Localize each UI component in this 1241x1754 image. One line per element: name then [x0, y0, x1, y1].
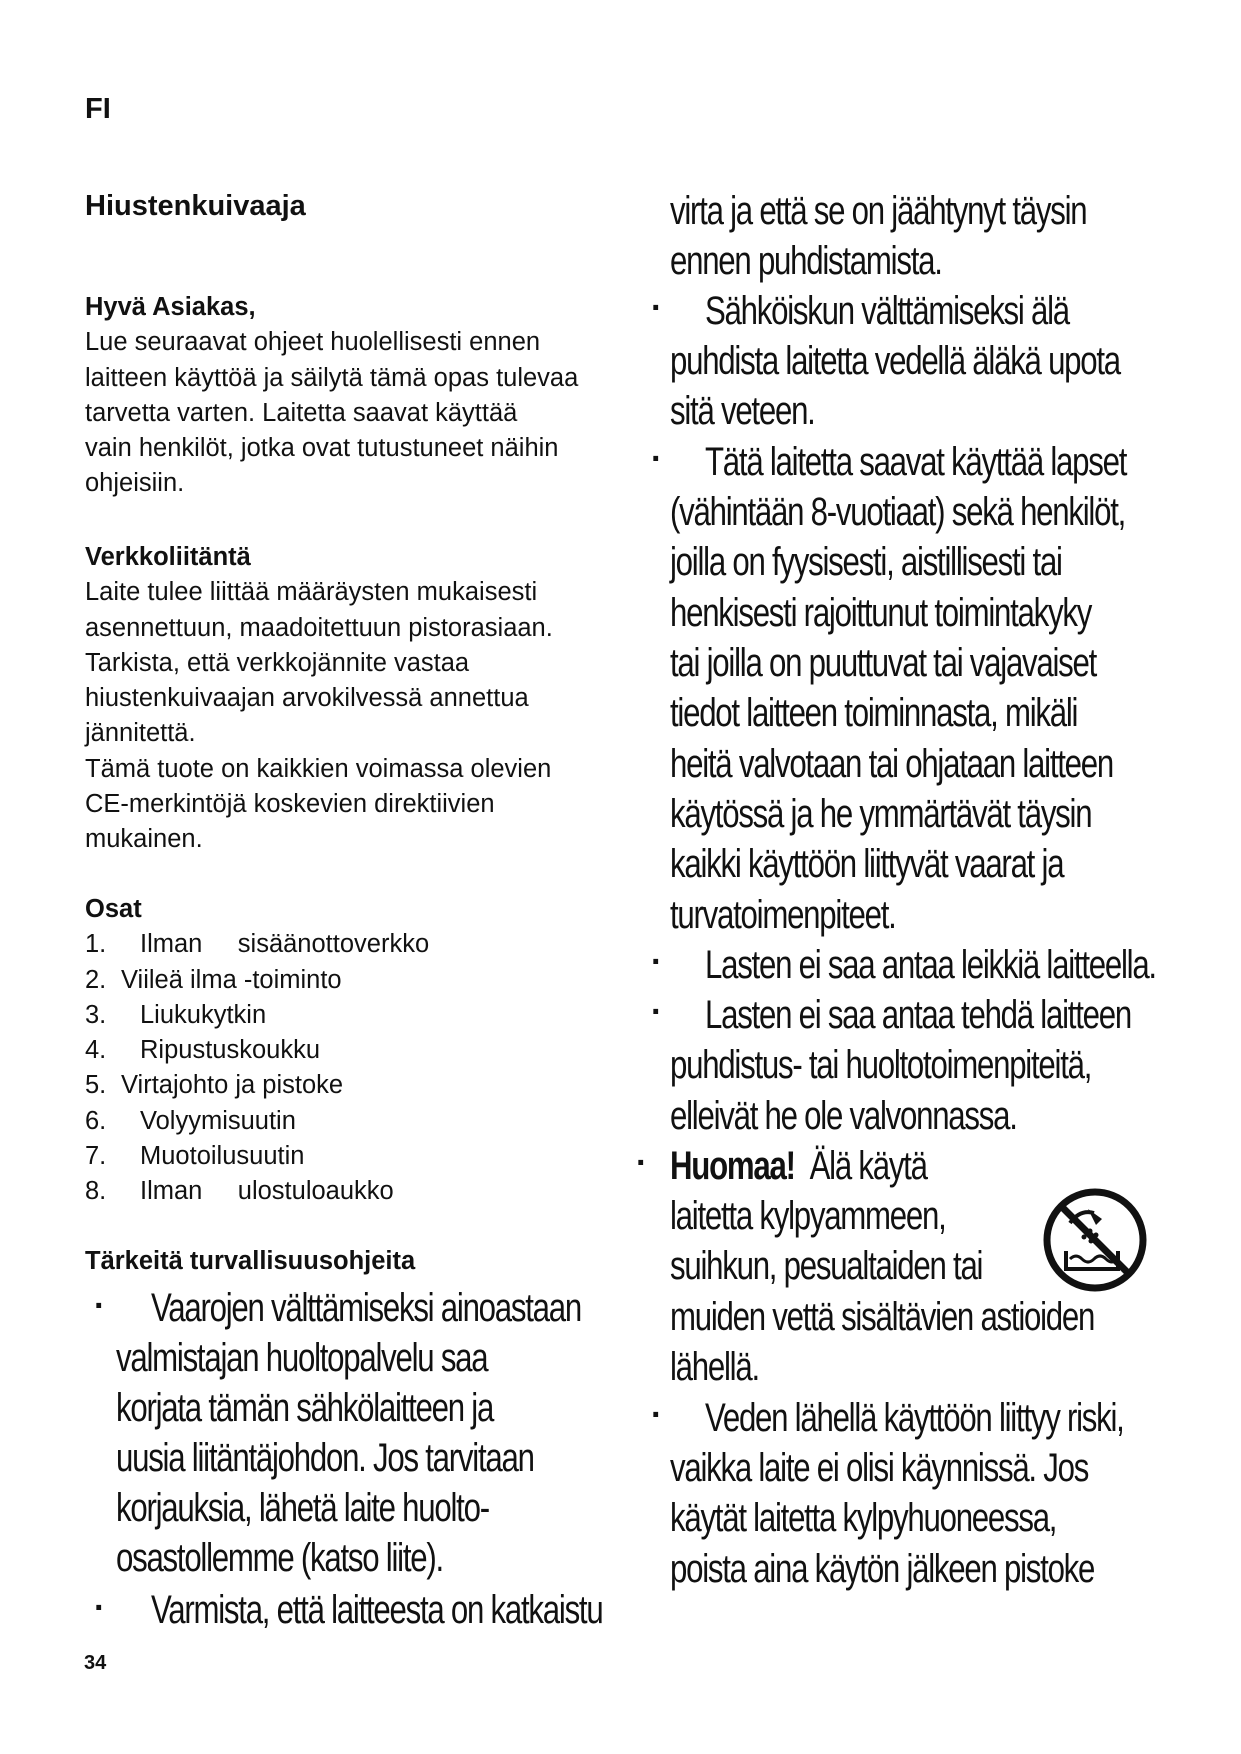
safety-line: heitä valvotaan tai ohjataan laitteen	[670, 742, 1113, 786]
list-item-label: Ilman ulostuloaukko	[140, 1177, 394, 1206]
warning-line	[670, 1141, 927, 1192]
list-item-label: Volyymisuutin	[140, 1106, 296, 1135]
parts-heading: Osat	[85, 895, 142, 923]
safety-line: Vaarojen välttämiseksi ainoastaan	[151, 1286, 581, 1330]
safety-line: vaikka laite ei olisi käynnissä. Jos	[670, 1446, 1089, 1490]
page-title: Hiustenkuivaaja	[85, 190, 306, 222]
safety-line: korjauksia, lähetä laite huolto-	[116, 1486, 489, 1530]
greeting-section	[85, 290, 578, 502]
safety-line: (vähintään 8-vuotiaat) sekä henkilöt,	[670, 490, 1126, 534]
safety-line: joilla on fyysisesti, aistillisesti tai	[670, 540, 1062, 584]
safety-heading: Tärkeitä turvallisuusohjeita	[85, 1247, 416, 1275]
safety-line: Tätä laitetta saavat käyttää lapset	[705, 440, 1127, 484]
list-item	[85, 1174, 429, 1209]
safety-line: muiden vettä sisältävien astioiden	[670, 1295, 1095, 1339]
list-item-label: Viileä ilma -toiminto	[121, 965, 342, 994]
list-item-number: 7.	[85, 1142, 107, 1171]
safety-line: kaikki käyttöön liittyvät vaarat ja	[670, 842, 1064, 886]
safety-line: puhdista laitetta vedellä äläkä upota	[670, 339, 1120, 383]
safety-line: Veden lähellä käyttöön liittyy riski,	[705, 1396, 1124, 1440]
safety-line: korjata tämän sähkölaitteen ja	[116, 1386, 494, 1430]
safety-line: Lasten ei saa antaa leikkiä laitteella.	[705, 943, 1156, 987]
greeting-line: laitteen käyttöä ja säilytä tämä opas tulevaa	[85, 363, 579, 392]
bullet: ·	[651, 993, 663, 1031]
list-item-number: 2.	[85, 965, 107, 994]
connection-section	[85, 540, 553, 858]
safety-line: tai joilla on puuttuvat tai vajavaiset	[670, 641, 1097, 685]
list-item	[85, 1068, 429, 1103]
warning-label: Huomaa!	[670, 1144, 795, 1188]
greeting-line: Lue seuraavat ohjeet huolellisesti ennen	[85, 328, 541, 357]
list-item-label: Ripustuskoukku	[140, 1036, 321, 1065]
safety-line: Lasten ei saa antaa tehdä laitteen	[705, 993, 1131, 1037]
safety-line: Varmista, että laitteesta on katkaistu	[151, 1588, 603, 1632]
list-item	[85, 1033, 429, 1068]
greeting-line: vain henkilöt, jotka ovat tutustuneet näihin	[85, 434, 559, 463]
no-water-bath-icon	[1040, 1185, 1150, 1295]
safety-line: suihkun, pesualtaiden tai	[670, 1244, 983, 1288]
bullet: ·	[651, 943, 663, 981]
safety-line: turvatoimenpiteet.	[670, 893, 896, 937]
greeting-line: tarvetta varten. Laitetta saavat käyttää	[85, 398, 518, 427]
connection-line: asennettuun, maadoitettuun pistorasiaan.	[85, 613, 553, 642]
list-item	[85, 1139, 429, 1174]
bullet: ·	[94, 1589, 106, 1627]
list-item-label: Liukukytkin	[140, 1000, 267, 1029]
bullet: ·	[651, 289, 663, 327]
connection-line: mukainen.	[85, 825, 203, 854]
safety-line: käytät laitetta kylpyhuoneessa,	[670, 1496, 1057, 1540]
safety-line: uusia liitäntäjohdon. Jos tarvitaan	[116, 1436, 534, 1480]
safety-line: ennen puhdistamista.	[670, 239, 942, 283]
safety-line: käytössä ja he ymmärtävät täysin	[670, 792, 1092, 836]
language-code: FI	[85, 93, 111, 125]
list-item-number: 6.	[85, 1106, 107, 1135]
safety-line: sitä veteen.	[670, 389, 815, 433]
list-item-number: 8.	[85, 1177, 107, 1206]
connection-line: hiustenkuivaajan arvokilvessä annettua	[85, 684, 529, 713]
safety-line: puhdistus- tai huoltotoimenpiteitä,	[670, 1043, 1092, 1087]
bullet: ·	[636, 1144, 648, 1182]
connection-line: Laite tulee liittää määräysten mukaisesti	[85, 578, 538, 607]
list-item-label: Virtajohto ja pistoke	[121, 1071, 344, 1100]
safety-line: valmistajan huoltopalvelu saa	[116, 1336, 488, 1380]
safety-line: lähellä.	[670, 1345, 759, 1389]
bullet: ·	[651, 1396, 663, 1434]
connection-line: Tarkista, että verkkojännite vastaa	[85, 648, 470, 677]
list-item-number: 3.	[85, 1000, 107, 1029]
list-item	[85, 998, 429, 1033]
connection-line: jännitettä.	[85, 719, 196, 748]
list-item-number: 5.	[85, 1071, 107, 1100]
list-item-label: Ilman sisäänottoverkko	[140, 930, 430, 959]
page-number: 34	[84, 1652, 107, 1674]
connection-heading: Verkkoliitäntä	[85, 543, 251, 571]
safety-line: Sähköiskun välttämiseksi älä	[705, 289, 1069, 333]
bullet: ·	[651, 440, 663, 478]
connection-line: CE-merkintöjä koskevien direktiivien	[85, 790, 495, 819]
list-item	[85, 963, 429, 998]
list-item-number: 4.	[85, 1036, 107, 1065]
safety-line: tiedot laitteen toiminnasta, mikäli	[670, 691, 1078, 735]
list-item	[85, 927, 429, 962]
safety-line: virta ja että se on jäähtynyt täysin	[670, 189, 1087, 233]
safety-line: henkisesti rajoittunut toimintakyky	[670, 591, 1092, 635]
greeting-line: ohjeisiin.	[85, 469, 185, 498]
greeting-heading: Hyvä Asiakas,	[85, 293, 256, 321]
connection-line: Tämä tuote on kaikkien voimassa olevien	[85, 754, 552, 783]
list-item	[85, 1104, 429, 1139]
list-item-number: 1.	[85, 930, 107, 959]
safety-line: Älä käytä	[809, 1144, 927, 1188]
safety-line: poista aina käytön jälkeen pistoke	[670, 1547, 1095, 1591]
safety-line: laitetta kylpyammeen,	[670, 1194, 946, 1238]
list-item-label: Muotoilusuutin	[140, 1142, 305, 1171]
safety-line: elleivät he ole valvonnassa.	[670, 1094, 1017, 1138]
parts-section	[85, 892, 429, 1210]
bullet: ·	[94, 1287, 106, 1325]
safety-line: osastollemme (katso liite).	[116, 1536, 443, 1580]
